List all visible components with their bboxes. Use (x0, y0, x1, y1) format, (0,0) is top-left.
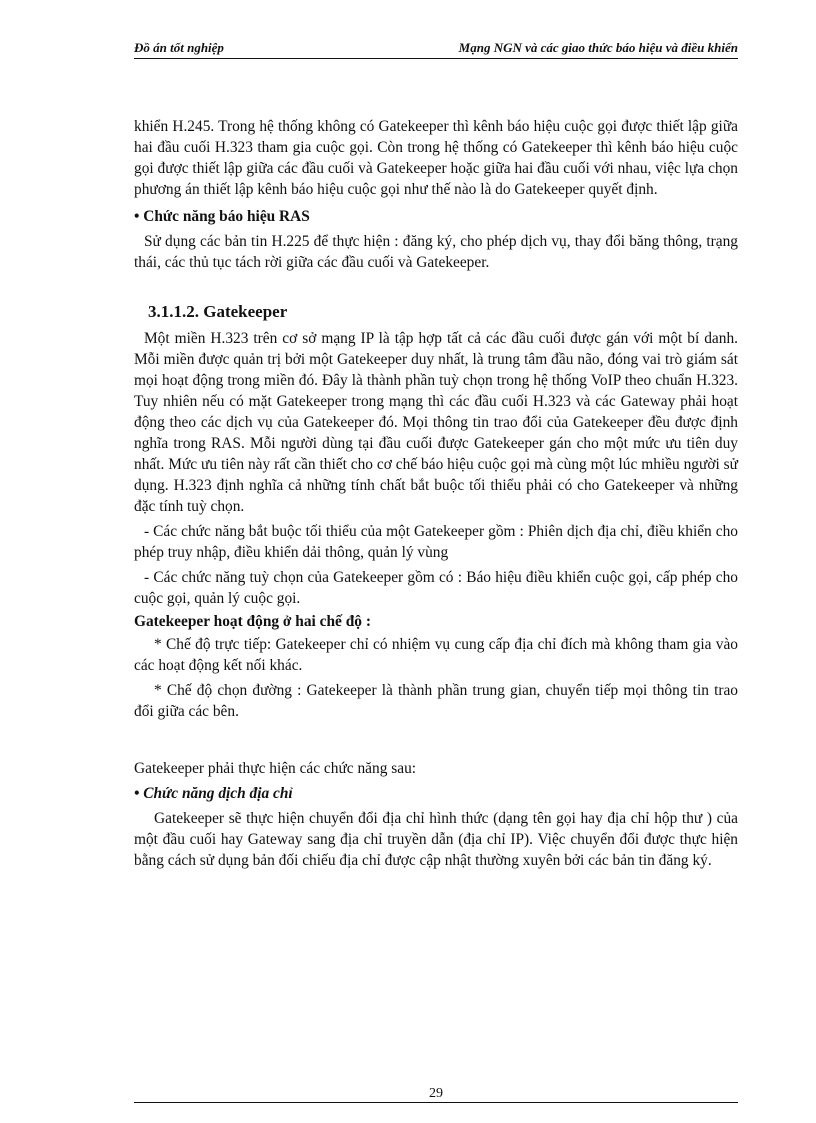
mode-routed: * Chế độ chọn đường : Gatekeeper là thành phần trung gian, chuyển tiếp mọi thông tin trao đổi giữa các bên. (134, 682, 738, 720)
functions-intro: Gatekeeper phải thực hiện các chức năng sau: (134, 760, 417, 777)
page-content (134, 116, 738, 871)
address-translation-heading: • Chức năng dịch địa chỉ (134, 785, 293, 802)
header-left-title: Đồ án tốt nghiệp (134, 40, 224, 55)
page-header (134, 38, 738, 59)
page-footer (134, 1086, 738, 1103)
page-number: 29 (429, 1086, 443, 1101)
paragraph-call-signaling: khiển H.245. Trong hệ thống không có Gatekeeper thì kênh báo hiệu cuộc gọi được thiết lập giữa hai đầu cuối H.323 tham gia cuộc gọi. Còn trong hệ thống có Gatekeeper thì kênh báo hiệu cuộc gọi được thiết lập giữa các đầu cuối và Gatekeeper hoặc giữa hai đầu cuối với nhau, việc lựa chọn phương án thiết lập kênh báo hiệu cuộc gọi như thế nào là do Gatekeeper quyết định. (134, 118, 738, 198)
section-title-gatekeeper: 3.1.1.2. Gatekeeper (148, 302, 288, 321)
gatekeeper-mandatory-functions: - Các chức năng bắt buộc tối thiểu của một Gatekeeper gồm : Phiên dịch địa chỉ, điều khiển cho phép truy nhập, điều khiển dải thông, quản lý vùng (134, 523, 738, 561)
gatekeeper-body: Một miền H.323 trên cơ sở mạng IP là tập hợp tất cả các đầu cuối được gán với một bí danh. Mỗi miền được quản trị bởi một Gatekeeper duy nhất, là trung tâm đầu não, đóng vai trò giám sát mọi hoạt động trong miền đó. Đây là thành phần tuỳ chọn trong hệ thống VoIP theo chuẩn H.323. Tuy nhiên nếu có mặt Gatekeeper trong mạng thì các đầu cuối H.323 và các Gateway phải hoạt động theo các dịch vụ của Gatekeeper đó. Mọi thông tin trao đổi của Gatekeeper đều được định nghĩa trong RAS. Mỗi người dùng tại đầu cuối được Gatekeeper gán cho một mức ưu tiên duy nhất. Mức ưu tiên này rất cần thiết cho cơ chế báo hiệu cuộc gọi mà cùng một lúc mhiều người sử dụng. H.323 định nghĩa cả những tính chất bắt buộc tối thiểu phải có cho Gatekeeper và những đặc tính tuỳ chọn. (134, 330, 738, 515)
ras-heading: • Chức năng báo hiệu RAS (134, 208, 310, 225)
ras-body: Sử dụng các bản tin H.225 để thực hiện : đăng ký, cho phép dịch vụ, thay đổi băng thông, trạng thái, các thủ tục tách rời giữa các đầu cuối và Gatekeeper. (134, 233, 738, 271)
mode-direct: * Chế độ trực tiếp: Gatekeeper chỉ có nhiệm vụ cung cấp địa chỉ đích mà không tham gia vào các hoạt động kết nối khác. (134, 636, 738, 674)
header-right-title: Mạng NGN và các giao thức báo hiệu và điều khiển (458, 40, 738, 55)
gatekeeper-optional-functions: - Các chức năng tuỳ chọn của Gatekeeper gồm có : Báo hiệu điều khiển cuộc gọi, cấp phép cho cuộc gọi, quản lý cuộc gọi. (134, 569, 738, 607)
modes-heading: Gatekeeper hoạt động ở hai chế độ : (134, 613, 371, 630)
address-translation-body: Gatekeeper sẽ thực hiện chuyển đổi địa chỉ hình thức (dạng tên gọi hay địa chỉ hộp thư ) của một đầu cuối hay Gateway sang địa chỉ truyền dẫn (địa chỉ IP). Việc chuyển đổi được thực hiện bằng cách sử dụng bản đối chiếu địa chỉ được cập nhật thường xuyên bởi các bản tin đăng ký. (134, 810, 738, 869)
